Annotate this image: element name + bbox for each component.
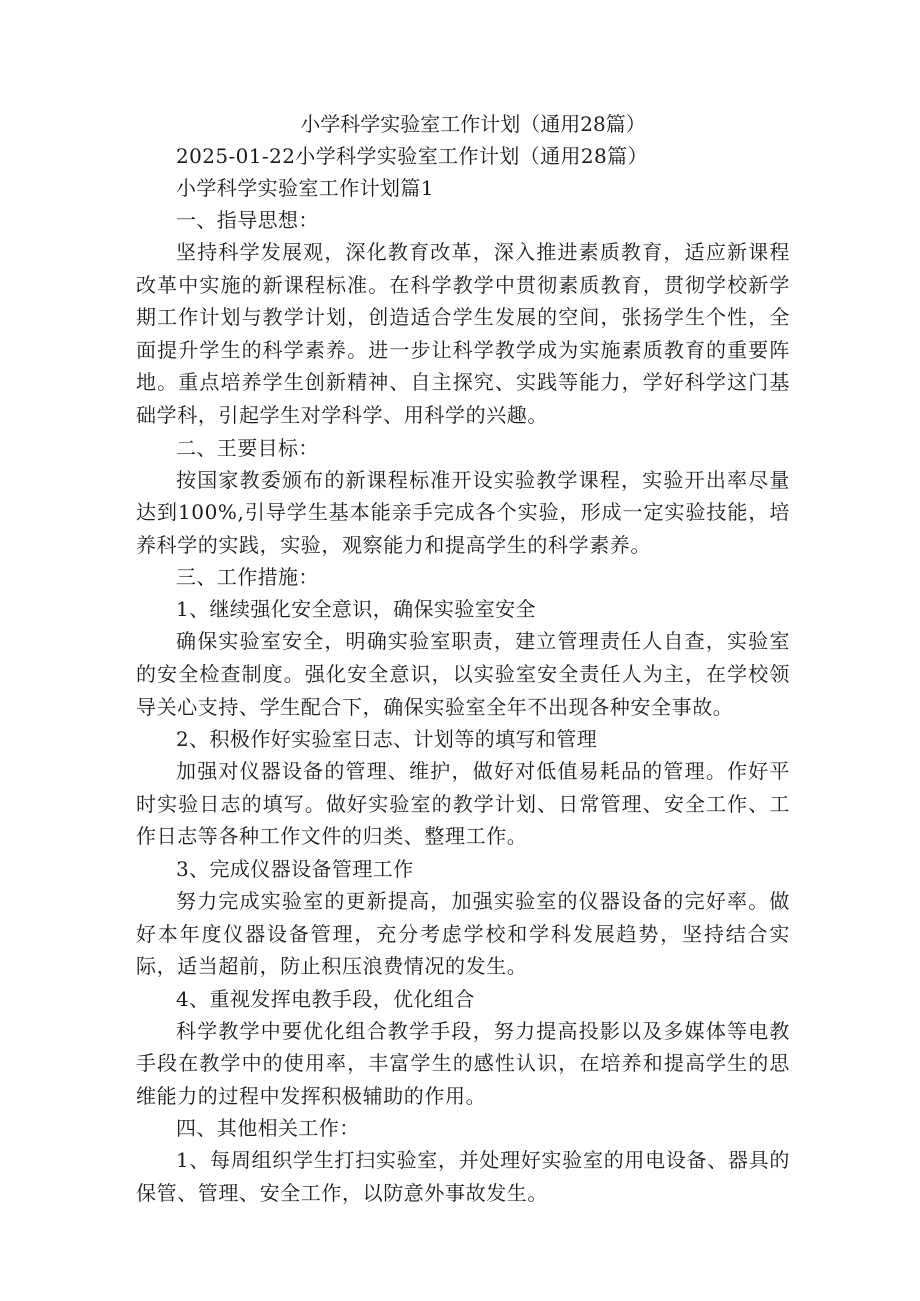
section-heading-work-measures: 三、工作措施： — [176, 565, 319, 590]
section-heading-guiding-thought: 一、指导思想： — [176, 208, 319, 232]
item-heading-safety: 1、继续强化安全意识，确保实验室安全 — [176, 597, 536, 622]
paragraph-safety: 确保实验室安全，明确实验室职责，建立管理责任人自查，实验室的安全检查制度。强化安全意识，以实验室安全责任人为主，在学校领导关心支持、学生配合下，确保实验室全年不出现各种安全事故。 — [136, 629, 790, 719]
document-content — [136, 108, 790, 1210]
item-heading-media: 4、重视发挥电教手段，优化组合 — [176, 986, 475, 1011]
article-heading: 小学科学实验室工作计划篇1 — [176, 176, 434, 200]
paragraph-equipment: 努力完成实验室的更新提高，加强实验室的仪器设备的完好率。做好本年度仪器设备管理，充分考虑学校和学科发展趋势，坚持结合实际，适当超前，防止积压浪费情况的发生。 — [136, 888, 790, 979]
date-line: 2025-01-22小学科学实验室工作计划（通用28篇） — [176, 144, 648, 168]
document-title: 小学科学实验室工作计划（通用28篇） — [300, 112, 646, 136]
item-heading-equipment: 3、完成仪器设备管理工作 — [176, 856, 414, 881]
paragraph-lab-log: 加强对仪器设备的管理、维护，做好对低值易耗品的管理。作好平时实验日志的填写。做好实验室的教学计划、日常管理、安全工作、工作日志等各种工作文件的归类、整理工作。 — [136, 759, 790, 849]
section-heading-main-goals: 二、王要目标： — [176, 435, 319, 460]
paragraph-main-goals: 按国家教委颁布的新课程标准开设实验教学课程，实验开出率尽量达到100%,引导学生基本能亲手完成各个实验，形成一定实验技能，培养科学的实践，实验，观察能力和提高学生的科学素养。 — [136, 467, 790, 557]
paragraph-media: 科学教学中要优化组合教学手段，努力提高投影以及多媒体等电教手段在教学中的使用率，丰富学生的感性认识，在培养和提高学生的思维能力的过程中发挥积极辅助的作用。 — [136, 1018, 790, 1108]
paragraph-other-work-1: 1、每周组织学生打扫实验室，并处理好实验室的用电设备、器具的保管、管理、安全工作，以防意外事故发生。 — [136, 1148, 790, 1206]
section-heading-other-work: 四、其他相关工作： — [176, 1116, 360, 1141]
item-heading-lab-log: 2、积极作好实验室日志、计划等的填写和管理 — [176, 727, 598, 752]
paragraph-guiding-thought: 坚持科学发展观，深化教育改革，深入推进素质教育，适应新课程改革中实施的新课程标准。在科学教学中贯彻素质教育，贯彻学校新学期工作计划与教学计划，创造适合学生发展的空间，张扬学生个性，全面提升学生的科学素养。进一步让科学教学成为实施素质教育的重要阵地。重点培养学生创新精神、自主探究、实践等能力，学好科学这门基础学科，引起学生对学科学、用科学的兴趣。 — [136, 240, 790, 427]
